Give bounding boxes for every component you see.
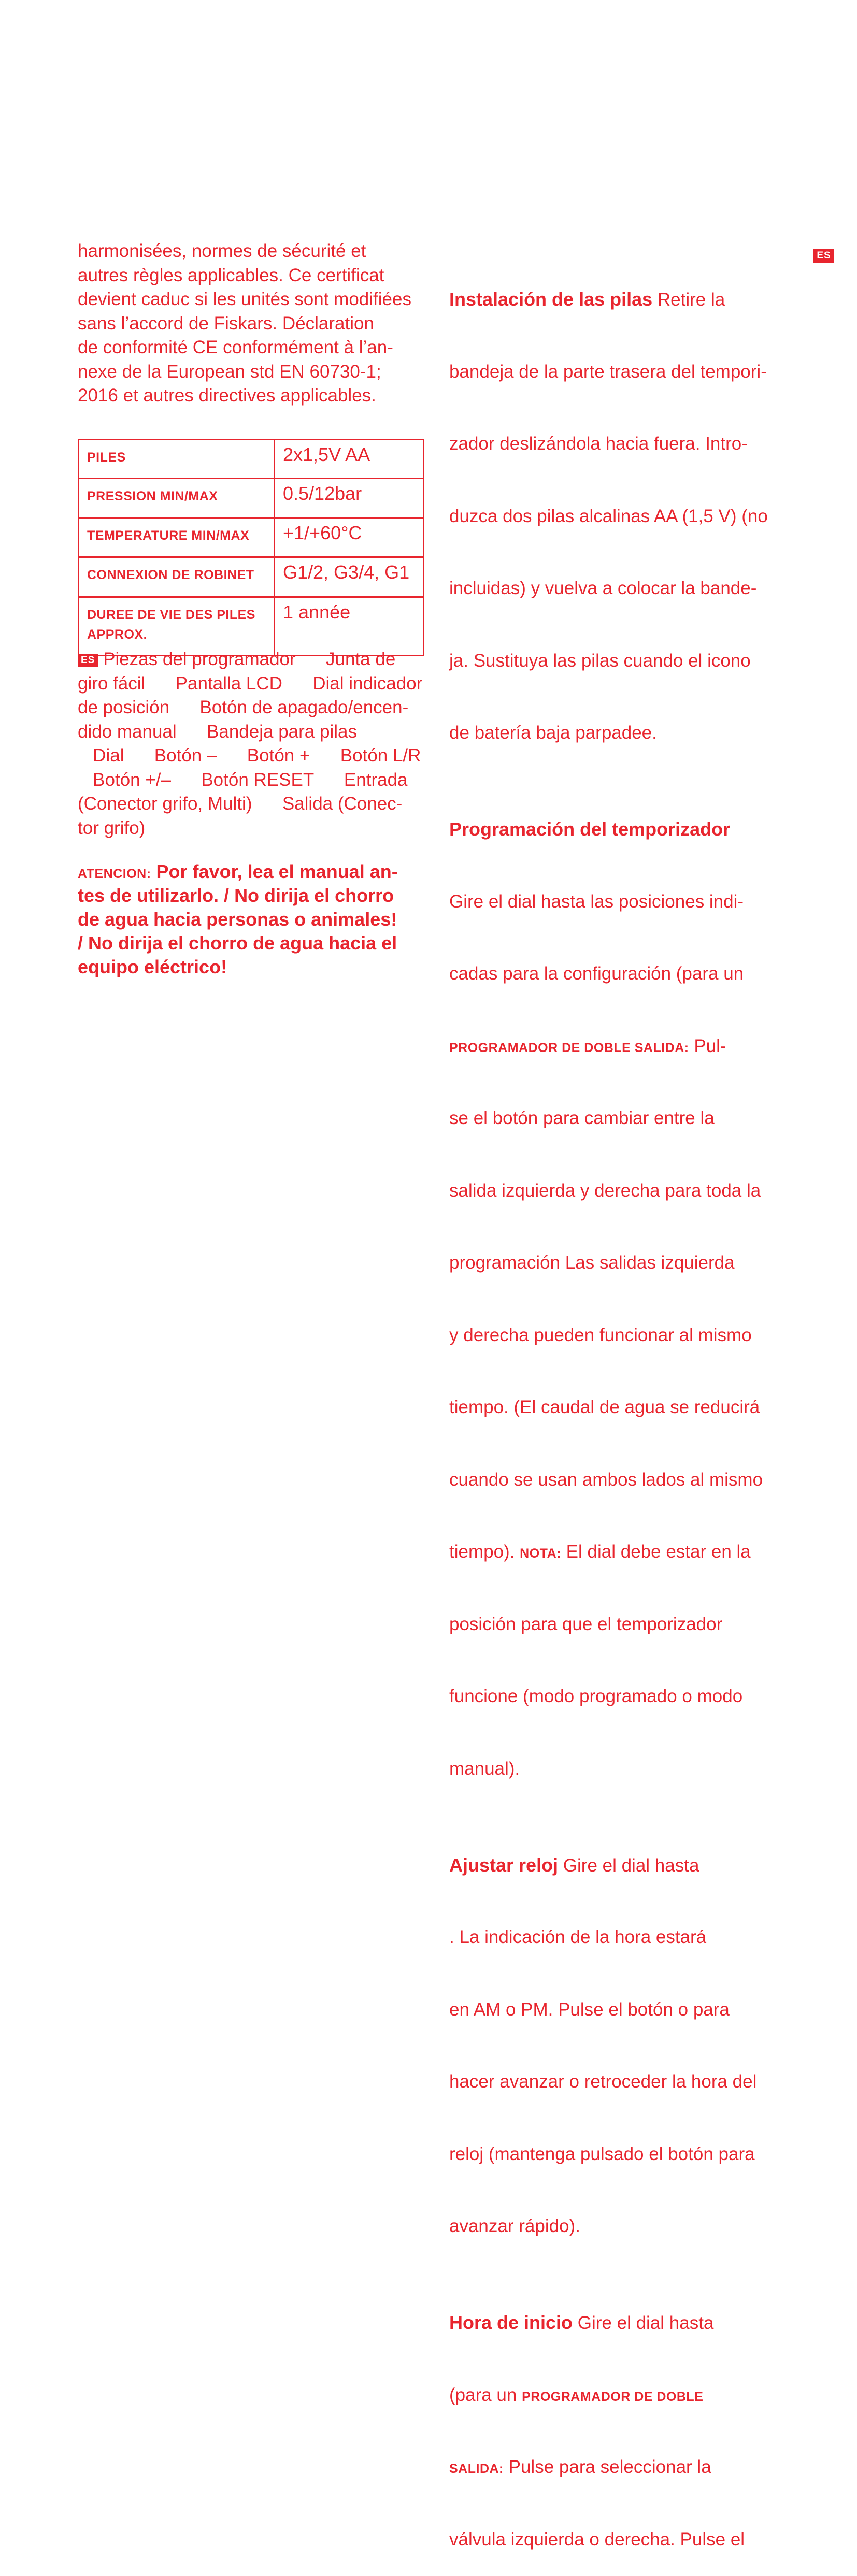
text-span: Gire el dial hasta [558, 1855, 699, 1876]
text-line: manual). [449, 1758, 520, 1779]
text-line: tiempo. (El caudal de agua se reducirá [449, 1397, 760, 1417]
text-line: de conformité CE conformément à l’an- [78, 337, 393, 357]
note-label: NOTA: [520, 1546, 561, 1561]
text-line: de posición Botón de apagado/encen- [78, 697, 409, 717]
spec-value: 0.5/12bar [275, 479, 424, 518]
text-span: tiempo). [449, 1542, 520, 1562]
warning-block [78, 860, 435, 979]
text-line: nexe de la European std EN 60730-1; [78, 361, 381, 382]
text-line: cadas para la configuración (para un [449, 963, 744, 984]
text-line: programación Las salidas izquierda [449, 1253, 735, 1273]
spec-table [78, 439, 424, 656]
text-line [449, 1853, 796, 1878]
table-row [79, 557, 424, 597]
small-caps-label: SALIDA: [449, 2462, 504, 2476]
text-line: Botón +/– Botón RESET Entrada [78, 769, 408, 790]
spec-label: TEMPERATURE MIN/MAX [79, 518, 275, 557]
spec-label: PRESSION MIN/MAX [79, 479, 275, 518]
es-language-badge: ES [78, 654, 98, 667]
text-line: Dial Botón – Botón + Botón L/R [78, 745, 421, 766]
text-line: dido manual Bandeja para pilas [78, 721, 357, 742]
text-line: avanzar rápido). [449, 2216, 580, 2236]
text-line: / No dirija el chorro de agua hacia el [78, 932, 397, 954]
section-heading: Instalación de las pilas [449, 289, 653, 310]
text-line: equipo eléctrico! [78, 956, 227, 977]
text-line [449, 1034, 796, 1059]
text-line: autres règles applicables. Ce certificat [78, 265, 384, 285]
text-line: tor grifo) [78, 817, 146, 838]
table-row [79, 479, 424, 518]
text-line: zador deslizándola hacia fuera. Intro- [449, 434, 748, 454]
spec-label: PILES [79, 440, 275, 479]
section-heading: Programación del temporizador [449, 818, 731, 840]
text-line [449, 287, 796, 312]
text-line [449, 2311, 796, 2335]
text-line: funcione (modo programado o modo [449, 1686, 743, 1706]
text-line: Gire el dial hasta las posiciones indi- [449, 891, 744, 912]
text-span: Gire el dial hasta [573, 2313, 714, 2333]
text-line: de agua hacia personas o animales! [78, 909, 397, 930]
table-row [79, 440, 424, 479]
text-span: Pul- [689, 1035, 726, 1056]
text-span: Pulse para seleccionar la [503, 2457, 711, 2477]
small-caps-label: PROGRAMADOR DE DOBLE SALIDA: [449, 1040, 689, 1055]
spec-label: CONNEXION DE ROBINET [79, 557, 275, 597]
text-line: en AM o PM. Pulse el botón o para [449, 1999, 730, 2020]
instructions-column [449, 239, 796, 2576]
language-tab [809, 249, 839, 263]
text-line [449, 2455, 796, 2480]
text-line: (Conector grifo, Multi) Salida (Conec- [78, 794, 403, 814]
section-heading: Hora de inicio [449, 2312, 573, 2333]
text-line: duzca dos pilas alcalinas AA (1,5 V) (no [449, 506, 768, 526]
parts-list [78, 647, 435, 840]
text-line: se el botón para cambiar entre la [449, 1108, 715, 1128]
es-language-badge: ES [813, 249, 834, 263]
text-line [449, 2383, 796, 2408]
text-line: cuando se usan ambos lados al mismo [449, 1469, 763, 1490]
text-span: El dial debe estar en la [561, 1542, 751, 1562]
text-span: Por favor, lea el manual an- [151, 861, 398, 882]
text-line: incluidas) y vuelva a colocar la bande- [449, 578, 757, 598]
text-line: 2016 et autres directives applicables. [78, 385, 376, 406]
spec-value: G1/2, G3/4, G1 [275, 557, 424, 597]
text-line: sans l’accord de Fiskars. Déclaration [78, 313, 374, 334]
section-heading: Ajustar reloj [449, 1854, 559, 1876]
text-line: giro fácil Pantalla LCD Dial indicador [78, 673, 423, 694]
text-line: harmonisées, normes de sécurité et [78, 241, 366, 261]
text-span: Piezas del programador Junta de [103, 649, 396, 669]
table-row [79, 597, 424, 656]
text-line: hacer avanzar o retroceder la hora del [449, 2071, 757, 2092]
warning-label: ATENCION: [78, 867, 151, 881]
table-row [79, 518, 424, 557]
text-span: Retire la [652, 290, 725, 310]
text-line [78, 860, 435, 884]
text-line: bandeja de la parte trasera del tempori- [449, 361, 767, 382]
text-line: y derecha pueden funcionar al mismo [449, 1325, 752, 1345]
text-line [449, 1540, 796, 1564]
text-line: . La indicación de la hora estará [449, 1927, 707, 1947]
text-line [78, 647, 435, 672]
text-line: reloj (mantenga pulsado el botón para [449, 2143, 755, 2164]
text-line: tes de utilizarlo. / No dirija el chorro [78, 885, 394, 906]
spec-label: DUREE DE VIE DES PILES APPROX. [79, 597, 275, 656]
text-line [449, 817, 796, 842]
text-line: devient caduc si les unités sont modifiées [78, 289, 411, 309]
text-line: salida izquierda y derecha para toda la [449, 1180, 761, 1201]
text-line: posición para que el temporizador [449, 1614, 723, 1634]
spec-value: +1/+60°C [275, 518, 424, 557]
intro-paragraph [78, 239, 435, 408]
spec-value: 2x1,5V AA [275, 440, 424, 479]
text-line: ja. Sustituya las pilas cuando el icono [449, 650, 751, 671]
small-caps-label: PROGRAMADOR DE DOBLE [522, 2389, 704, 2404]
text-span: (para un [449, 2384, 522, 2405]
text-line: de batería baja parpadee. [449, 723, 657, 743]
text-line: válvula izquierda o derecha. Pulse el [449, 2529, 745, 2550]
spec-value: 1 année [275, 597, 424, 656]
